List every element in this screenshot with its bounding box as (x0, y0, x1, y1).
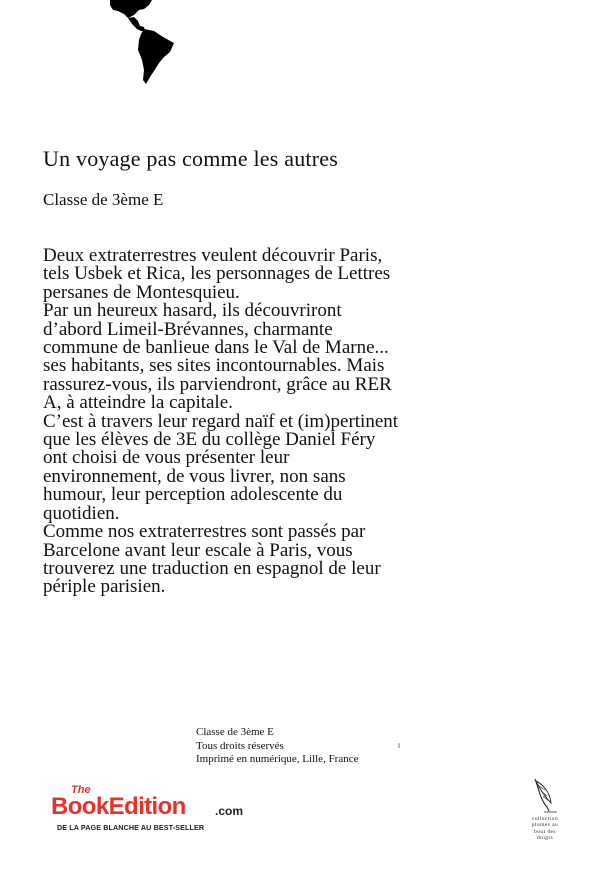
book-author: Classe de 3ème E (43, 190, 164, 209)
colophon-printing: Imprimé en numérique, Lille, France (196, 753, 359, 766)
publisher-logo-name: BookEdition (51, 793, 186, 820)
summary-text: Deux extraterrestres veulent découvrir Paris, tels Usbek et Rica, les personnages de Lettres persanes de Montesquieu. Par un heureux hasard, ils découvriront d’abord Limeil-Brévannes, charmante commune de banlieue dans le Val de Marne... ses habitants, ses sites incontournables. Mais rassurez-vous, ils parviendront, grâce au RER A, à atteindre la capitale. C’est à travers leur regard naïf et (im)pertinent que les élèves de 3E du collège Daniel Féry ont choisi de vous présenter leur environnement, de vous livrer, non sans humour, leur perception adolescente du quotidien. Comme nos extraterrestres sont passés par Barcelone avant leur escale à Paris, vous trouverez une traduction en espagnol de leur périple parisien. (43, 245, 399, 598)
publisher-logo-domain: .com (215, 804, 244, 818)
collection-badge (516, 776, 574, 852)
collection-label: collection plumes au bout des doigts (531, 816, 559, 842)
publisher-tagline: DE LA PAGE BLANCHE AU BEST-SELLER (57, 823, 205, 832)
colophon-rights: Tous droits réservés (196, 739, 284, 752)
colophon-author: Classe de 3ème E (196, 726, 274, 738)
americas-map-illustration (104, 0, 192, 86)
publisher-logo (51, 784, 251, 844)
colophon (196, 726, 359, 767)
separator-mark (398, 743, 400, 748)
book-title: Un voyage pas comme les autres (43, 146, 338, 171)
book-summary (43, 247, 583, 597)
feather-quill-icon (530, 776, 560, 816)
publisher-logo-the: The (71, 784, 91, 796)
